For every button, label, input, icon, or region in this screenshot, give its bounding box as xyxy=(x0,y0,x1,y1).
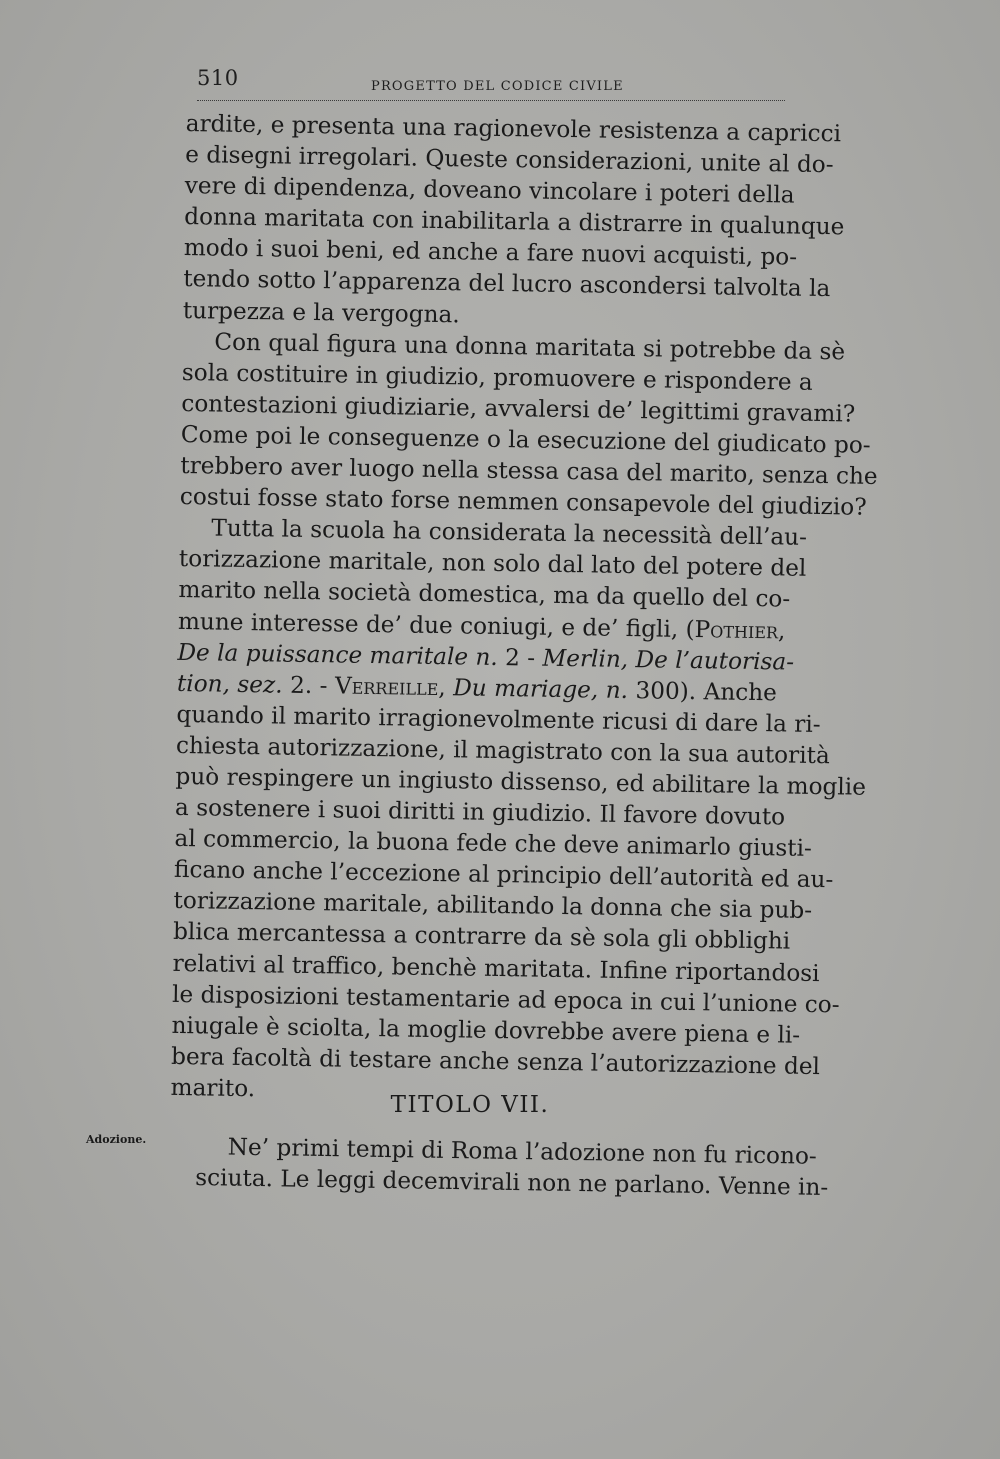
text-line: niugale è sciolta, la moglie dovrebbe avere piena e li- xyxy=(171,1011,801,1049)
paragraph xyxy=(170,512,867,1112)
text-line: modo i suoi beni, ed anche a fare nuovi acquisti, po- xyxy=(183,234,798,271)
paragraph xyxy=(179,326,878,522)
text-line: sciuta. Le leggi decemvirali non ne parlano. Venne in- xyxy=(195,1164,829,1202)
text-line: ardite, e presenta una ragionevole resistenza a capricci xyxy=(185,109,842,148)
text-line: e disegni irregolari. Queste considerazioni, unite al do- xyxy=(185,141,834,179)
text-line: marito. xyxy=(170,1073,256,1103)
citation-title: Merlin, De l’autorisa- xyxy=(542,644,795,676)
text-line: vere di dipendenza, doveano vincolare i poteri della xyxy=(184,172,795,209)
text-line: relativi al traffico, benchè maritata. Infine riportandosi xyxy=(172,949,820,987)
citation-title: tion, sez. xyxy=(176,669,283,699)
citation-title: De la puissance maritale n. xyxy=(177,638,499,671)
author-name: Pothier xyxy=(694,615,779,644)
text-line: turpezza e la vergogna. xyxy=(182,296,460,328)
text-line: quando il marito irragionevolmente ricusi di dare la ri- xyxy=(176,700,821,738)
page-number: 510 xyxy=(197,66,239,90)
text-line: blica mercantessa a contrarre da sè sola gli obblighi xyxy=(172,918,791,956)
text-line: torizzazione maritale, abilitando la donna che sia pub- xyxy=(173,887,813,925)
marginal-note: Adozione. xyxy=(86,1133,147,1146)
section-text xyxy=(195,1131,829,1202)
author-name: Verreille xyxy=(334,672,439,701)
text-line: contestazioni giudiziarie, avvalersi de’ legittimi gravami? xyxy=(181,389,856,428)
text-line: costui fosse stato forse nemmen consapevole del giudizio? xyxy=(179,483,867,521)
text-line: Con qual figura una donna maritata si potrebbe da sè xyxy=(214,328,846,366)
text-line: marito nella società domestica, ma da quello del co- xyxy=(178,576,791,613)
text-run: mune interesse de’ due coniugi, e de’ figli, ( xyxy=(177,607,695,643)
paragraph xyxy=(182,108,845,335)
page-header xyxy=(197,66,785,100)
text-line: a sostenere i suoi diritti in giudizio. Il favore dovuto xyxy=(174,793,786,831)
text-line: chiesta autorizzazione, il magistrato con la sua autorità xyxy=(175,731,830,770)
text-line: può respingere un ingiusto dissenso, ed abilitare la moglie xyxy=(175,762,867,801)
text-line: torizzazione maritale, non solo dal lato del potere del xyxy=(178,545,807,583)
text-line: al commercio, la buona fede che deve animarlo giusti- xyxy=(174,825,813,863)
running-head: PROGETTO DEL CODICE CIVILE xyxy=(371,79,624,94)
text-line: Ne’ primi tempi di Roma l’adozione non fu ricono- xyxy=(227,1133,817,1170)
header-rule xyxy=(197,100,785,101)
text-line: trebbero aver luogo nella stessa casa del marito, senza che xyxy=(180,451,878,490)
text-line: sola costituire in giudizio, promuovere e rispondere a xyxy=(181,358,813,396)
text-line: tendo sotto l’apparenza del lucro ascondersi talvolta la xyxy=(183,265,831,303)
text-run: 2 - xyxy=(497,643,543,672)
text-run: 2. - xyxy=(282,671,336,700)
section-title: TITOLO VII. xyxy=(390,1092,550,1118)
text-run: , xyxy=(438,673,454,701)
text-line: Tutta la scuola ha considerata la necessità dell’au- xyxy=(211,514,808,552)
text-line: ficano anche l’eccezione al principio dell’autorità ed au- xyxy=(173,856,834,894)
text-line: Come poi le conseguenze o la esecuzione del giudicato po- xyxy=(180,420,871,459)
text-line: donna maritata con inabilitarla a distrarre in qualunque xyxy=(184,203,845,241)
text-run: , xyxy=(777,616,786,644)
text-line: le disposizioni testamentarie ad epoca in cui l’unione co- xyxy=(171,980,840,1018)
text-line: bera facoltà di testare anche senza l’autorizzazione del xyxy=(170,1042,821,1080)
text-run: 300). Anche xyxy=(627,676,778,707)
citation-title: Du mariage, n. xyxy=(453,673,629,704)
body-text xyxy=(170,108,878,1112)
